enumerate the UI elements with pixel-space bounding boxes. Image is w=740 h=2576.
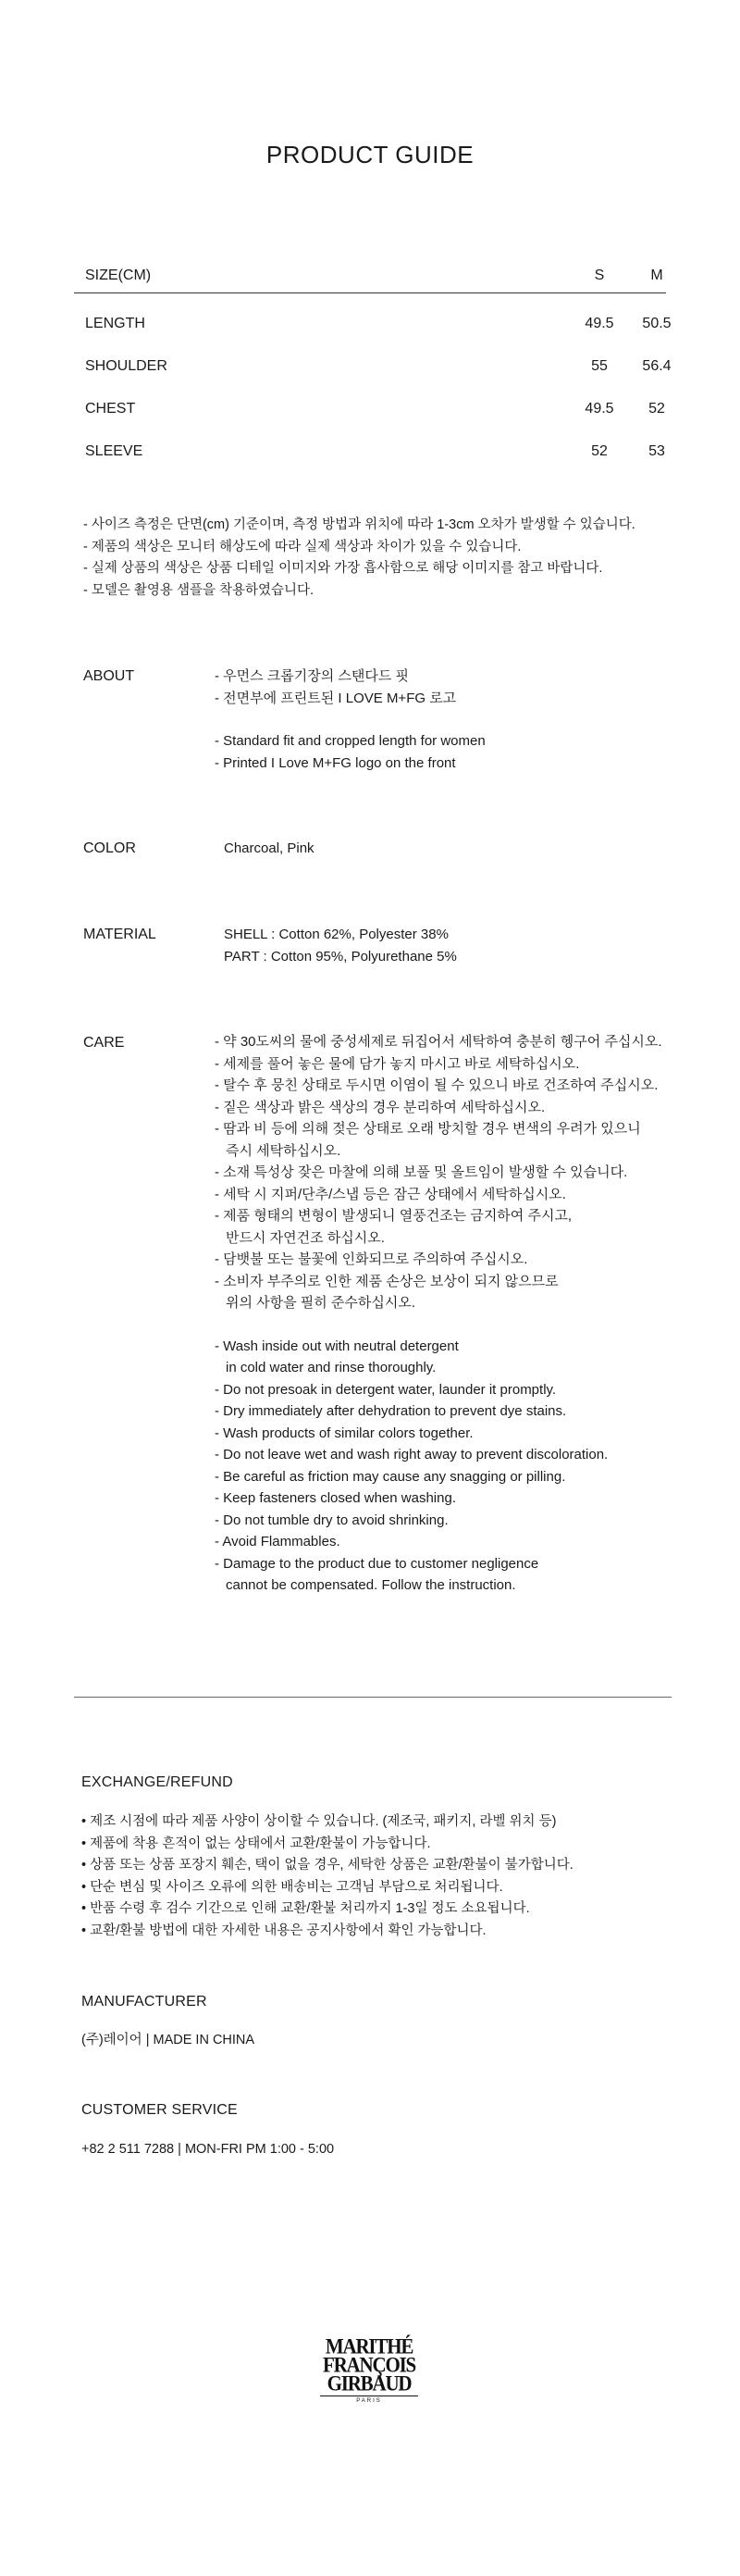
section-divider (74, 1697, 672, 1698)
exchange-line: • 단순 변심 및 사이즈 오류에 의한 배송비는 고객님 부담으로 처리됩니다. (81, 1879, 503, 1895)
customer-service-value: +82 2 511 7288 | MON-FRI PM 1:00 - 5:00 (81, 2142, 335, 2157)
about-line: - 우먼스 크롭기장의 스탠다드 핏 (215, 668, 410, 684)
care-line: - Do not presoak in detergent water, launder it promptly. (215, 1381, 557, 1398)
exchange-line: • 반품 수령 후 검수 기간으로 인해 교환/환불 처리까지 1-3일 정도 소요됩니다. (81, 1901, 530, 1916)
row-m-value: 53 (648, 443, 665, 459)
customer-service-label: CUSTOMER SERVICE (81, 2102, 238, 2118)
color-value: Charcoal, Pink (224, 840, 314, 856)
size-header-m: M (650, 268, 663, 283)
exchange-line: • 제품에 착용 흔적이 없는 상태에서 교환/환불이 가능합니다. (81, 1836, 431, 1851)
exchange-content (81, 1811, 574, 1942)
row-label: LENGTH (85, 316, 145, 331)
manufacturer-label: MANUFACTURER (81, 1994, 207, 2010)
note-line: - 실제 상품의 색상은 상품 디테일 이미지와 가장 흡사함으로 해당 이미지를 참고 바랍니다. (83, 561, 603, 576)
row-label: CHEST (85, 401, 136, 417)
size-table (74, 259, 672, 473)
care-line: - Avoid Flammables. (215, 1534, 340, 1549)
row-m-value: 52 (648, 401, 665, 417)
care-line: - 세탁 시 지퍼/단추/스냅 등은 잠근 상태에서 세탁하십시오. (215, 1186, 566, 1202)
care-line: - Do not leave wet and wash right away to prevent discoloration. (215, 1447, 609, 1462)
material-label: MATERIAL (83, 927, 156, 942)
logo-line-4: PARIS (356, 2398, 382, 2404)
brand-logo (314, 2334, 424, 2411)
care-line: - Wash inside out with neutral detergent (215, 1338, 459, 1354)
care-line: - Damage to the product due to customer negligence (215, 1555, 539, 1572)
size-notes (83, 515, 635, 602)
row-label: SHOULDER (85, 358, 167, 374)
table-row (74, 303, 672, 345)
about-line: - Printed I Love M+FG logo on the front (215, 754, 456, 771)
row-s-value: 49.5 (585, 316, 614, 331)
row-m-value: 50.5 (642, 316, 672, 331)
table-row (74, 388, 666, 430)
size-header-s: S (594, 268, 605, 283)
row-m-value: 56.4 (642, 358, 672, 374)
exchange-line: • 제조 시점에 따라 제품 사양이 상이할 수 있습니다. (제조국, 패키지, 라벨 위치 등) (81, 1814, 557, 1829)
care-line: - Do not tumble dry to avoid shrinking. (215, 1512, 449, 1528)
care-line: - Keep fasteners closed when washing. (215, 1490, 456, 1506)
row-s-value: 52 (591, 443, 608, 459)
care-line: - Dry immediately after dehydration to prevent dye stains. (215, 1403, 567, 1419)
size-header-label: SIZE(CM) (85, 268, 152, 283)
care-line: - 제품 형태의 변형이 발생되니 열풍건조는 금지하여 주시고, (215, 1208, 573, 1224)
care-label: CARE (83, 1035, 125, 1051)
about-label: ABOUT (83, 668, 135, 684)
care-line: - Wash products of similar colors together. (215, 1425, 474, 1441)
table-row (74, 345, 672, 388)
care-line: - 약 30도씨의 물에 중성세제로 뒤집어서 세탁하여 충분히 헹구어 주십시오. (215, 1034, 662, 1050)
material-line: SHELL : Cotton 62%, Polyester 38% (224, 927, 449, 942)
logo-line-1: MARITHÉ (325, 2334, 413, 2358)
care-line: in cold water and rinse thoroughly. (226, 1360, 437, 1375)
about-line: - 전면부에 프린트된 I LOVE M+FG 로고 (215, 690, 457, 706)
care-line: - 세제를 풀어 놓은 물에 담가 놓지 마시고 바로 세탁하십시오. (215, 1055, 580, 1072)
material-content (215, 924, 457, 967)
row-s-value: 55 (591, 358, 608, 374)
care-line: - 짙은 색상과 밝은 색상의 경우 분리하여 세탁하십시오. (215, 1099, 546, 1115)
note-line: - 모델은 촬영용 샘플을 착용하였습니다. (83, 582, 314, 598)
care-line: 위의 사항을 필히 준수하십시오. (226, 1295, 416, 1311)
logo-line-2: FRANÇOIS (322, 2353, 416, 2377)
table-row (74, 430, 666, 473)
care-line: - 소비자 부주의로 인한 제품 손상은 보상이 되지 않으므로 (215, 1273, 559, 1289)
exchange-line: • 교환/환불 방법에 대한 자세한 내용은 공지사항에서 확인 가능합니다. (81, 1923, 487, 1938)
manufacturer-value: (주)레이어 | MADE IN CHINA (81, 2033, 255, 2047)
color-label: COLOR (83, 840, 136, 856)
care-line: - Be careful as friction may cause any snagging or pilling. (215, 1468, 566, 1485)
care-line: - 땀과 비 등에 의해 젖은 상태로 오래 방치할 경우 변색의 우려가 있으니 (215, 1121, 641, 1137)
about-content (215, 666, 486, 774)
note-line: - 제품의 색상은 모니터 해상도에 따라 실제 색상과 차이가 있을 수 있습니다. (83, 539, 522, 554)
care-line: - 소재 특성상 잦은 마찰에 의해 보풀 및 올트임이 발생할 수 있습니다. (215, 1164, 628, 1180)
note-line: - 사이즈 측정은 단면(cm) 기준이며, 측정 방법과 위치에 따라 1-3cm 오차가 발생할 수 있습니다. (83, 517, 635, 532)
row-s-value: 49.5 (585, 401, 614, 417)
care-line: - 담뱃불 또는 불꽃에 인화되므로 주의하여 주십시오. (215, 1251, 528, 1267)
about-line: - Standard fit and cropped length for women (215, 733, 486, 749)
care-line: 즉시 세탁하십시오. (226, 1142, 341, 1159)
page-title: PRODUCT GUIDE (265, 141, 475, 168)
row-label: SLEEVE (85, 443, 143, 459)
care-line: - 탈수 후 뭉친 상태로 두시면 이염이 될 수 있으니 바로 건조하여 주십시오. (215, 1077, 659, 1093)
exchange-label: EXCHANGE/REFUND (81, 1774, 233, 1790)
care-line: 반드시 자연건조 하십시오. (226, 1229, 385, 1246)
size-table-header (74, 259, 666, 293)
logo-line-3: GIRBAUD (327, 2371, 412, 2396)
material-line: PART : Cotton 95%, Polyurethane 5% (224, 948, 457, 964)
care-content (215, 1031, 662, 1597)
exchange-line: • 상품 또는 상품 포장지 훼손, 택이 없을 경우, 세탁한 상품은 교환/환불이 불가합니다. (81, 1858, 574, 1873)
care-line: cannot be compensated. Follow the instruction. (226, 1577, 516, 1593)
